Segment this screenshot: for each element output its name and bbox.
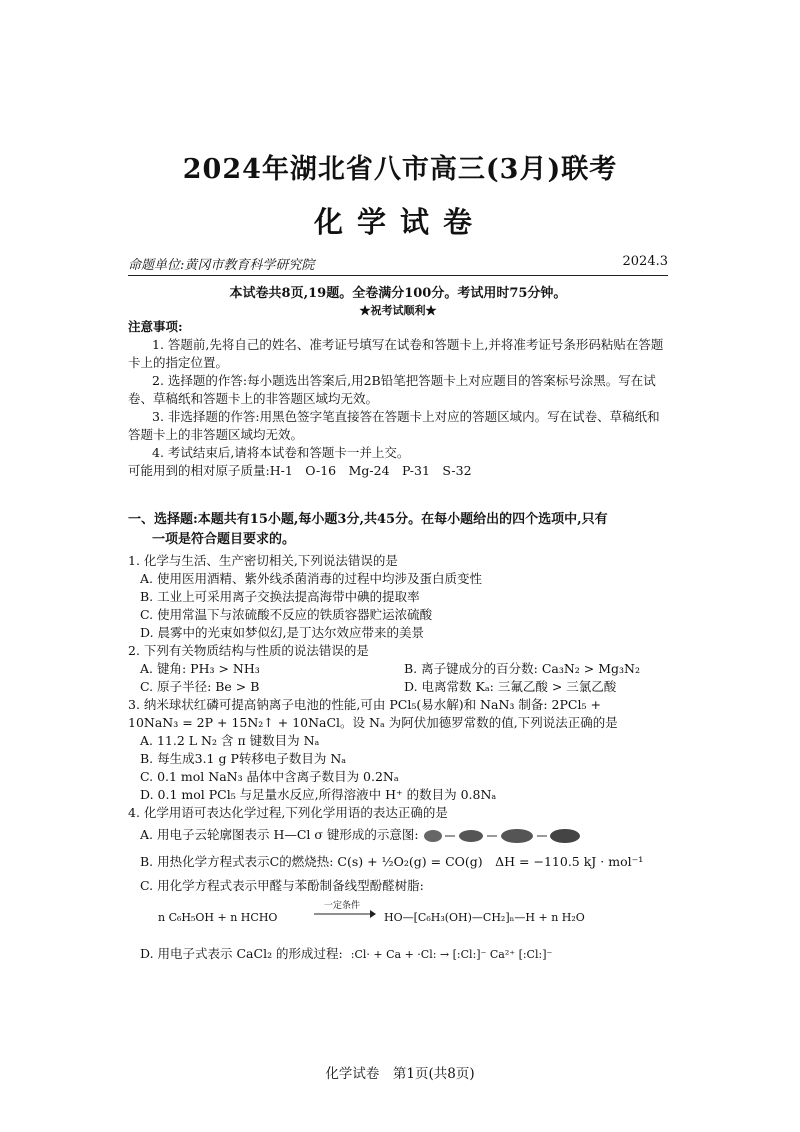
option-b: B. 工业上可采用离子交换法提高海带中碘的提取率: [140, 589, 420, 604]
option-d: D. 0.1 mol PCl₅ 与足量水反应,所得溶液中 H⁺ 的数目为 0.8Nₐ: [140, 787, 497, 802]
option-d-text: D. 用电子式表示 CaCl₂ 的形成过程:: [140, 945, 343, 961]
atomic-mass-line: 可能用到的相对原子质量:H-1 O-16 Mg-24 P-31 S-32: [128, 463, 472, 478]
exam-subtitle: 化学试卷: [313, 205, 486, 239]
question-stem: 3. 纳米球状红磷可提高钠离子电池的性能,可由 PCl₅(易水解)和 NaN₃ 制备: 2PCl₅ +: [128, 697, 601, 712]
option-a-text: A. 用电子云轮廓图表示 H—Cl σ 键形成的示意图:: [140, 827, 419, 842]
option-d: D. 电离常数 Kₐ: 三氟乙酸 > 三氯乙酸: [404, 679, 617, 694]
page-footer: 化学试卷 第1页(共8页): [325, 1066, 475, 1082]
instruction-item: 3. 非选择题的作答:用黑色签字笔直接答在答题卡上对应的答题区域内。写在试卷、草稿纸和答题卡上的非答题区域均无效。: [128, 409, 660, 442]
question-2: [128, 642, 668, 696]
question-4: [128, 804, 668, 964]
question-stem-cont: 10NaN₃ = 2P + 15N₂↑ + 10NaCl。设 Nₐ 为阿伏加德罗常数的值,下列说法正确的是: [128, 715, 618, 730]
instruction-item: 1. 答题前,先将自己的姓名、准考证号填写在试卷和答题卡上,并将准考证号条形码粘贴在答题卡上的指定位置。: [128, 337, 664, 370]
option-d: [128, 945, 668, 964]
reaction-arrow-icon: [314, 909, 376, 919]
question-stem: 1. 化学与生活、生产密切相关,下列说法错误的是: [128, 553, 398, 568]
option-c: C. 0.1 mol NaN₃ 晶体中含离子数目为 0.2Nₐ: [140, 769, 399, 784]
question-stem: 4. 化学用语可表达化学过程,下列化学用语的表达正确的是: [128, 805, 448, 820]
option-c: C. 使用常温下与浓硫酸不反应的铁质容器贮运浓硫酸: [140, 607, 433, 622]
option-b: B. 用热化学方程式表示C的燃烧热: C(s) + ½O₂(g) = CO(g) ΔH = −110.5 kJ · mol⁻¹: [140, 853, 644, 869]
option-d: D. 晨雾中的光束如梦似幻,是丁达尔效应带来的美景: [140, 625, 424, 640]
section-line-1: 一、选择题:本题共有15小题,每小题3分,共45分。在每小题给出的四个选项中,只有: [128, 512, 608, 527]
option-b: B. 离子键成分的百分数: Ca₃N₂ > Mg₃N₂: [404, 661, 640, 676]
author-unit: 命题单位:黄冈市教育科学研究院: [128, 258, 315, 273]
question-1: [128, 552, 668, 642]
instruction-item: 4. 考试结束后,请将本试卷和答题卡一并上交。: [152, 445, 410, 460]
equation-left: n C₆H₅OH + n HCHO: [158, 910, 278, 924]
option-a: A. 11.2 L N₂ 含 π 键数目为 Nₐ: [140, 733, 320, 748]
option-b: B. 每生成3.1 g P转移电子数目为 Nₐ: [140, 751, 347, 766]
header-divider: [128, 275, 668, 276]
option-a: A. 使用医用酒精、紫外线杀菌消毒的过程中均涉及蛋白质变性: [140, 571, 482, 586]
option-c: C. 原子半径: Be > B: [140, 679, 260, 694]
section-line-2: 一项是符合题目要求的。: [152, 532, 296, 547]
orbital-overlap-diagram: [423, 827, 583, 845]
equation-right: HO—[C₆H₃(OH)—CH₂]ₙ—H + n H₂O: [384, 910, 585, 924]
equation-condition: 一定条件: [324, 900, 361, 911]
exam-motto: ★祝考试顺利★: [359, 304, 437, 317]
section-heading: [128, 510, 668, 550]
question-stem: 2. 下列有关物质结构与性质的说法错误的是: [128, 643, 369, 658]
instruction-item: 2. 选择题的作答:每小题选出答案后,用2B铅笔把答题卡上对应题目的答案标号涂黑。写在试卷、草稿纸和答题卡上的非答题区域均无效。: [128, 373, 656, 406]
exam-notice: 本试卷共8页,19题。全卷满分100分。考试用时75分钟。: [229, 286, 567, 301]
questions: [128, 552, 668, 964]
resin-equation: [128, 895, 668, 945]
unit-row: [128, 254, 668, 274]
instructions-heading: 注意事项:: [128, 319, 183, 334]
option-c: C. 用化学方程式表示甲醛与苯酚制备线型酚醛树脂:: [140, 877, 424, 893]
option-row: [128, 678, 668, 696]
question-3: [128, 696, 668, 804]
instructions: [128, 318, 668, 480]
option-d-formula: :Cl· + Ca + ·Cl: → [:Cl:]⁻ Ca²⁺ [:Cl:]⁻: [350, 947, 553, 961]
option-a: [128, 826, 668, 845]
option-row: [128, 660, 668, 678]
exam-date: 2024.3: [622, 254, 668, 269]
exam-title: 2024年湖北省八市高三(3月)联考: [182, 154, 618, 185]
option-a: A. 键角: PH₃ > NH₃: [140, 661, 260, 676]
